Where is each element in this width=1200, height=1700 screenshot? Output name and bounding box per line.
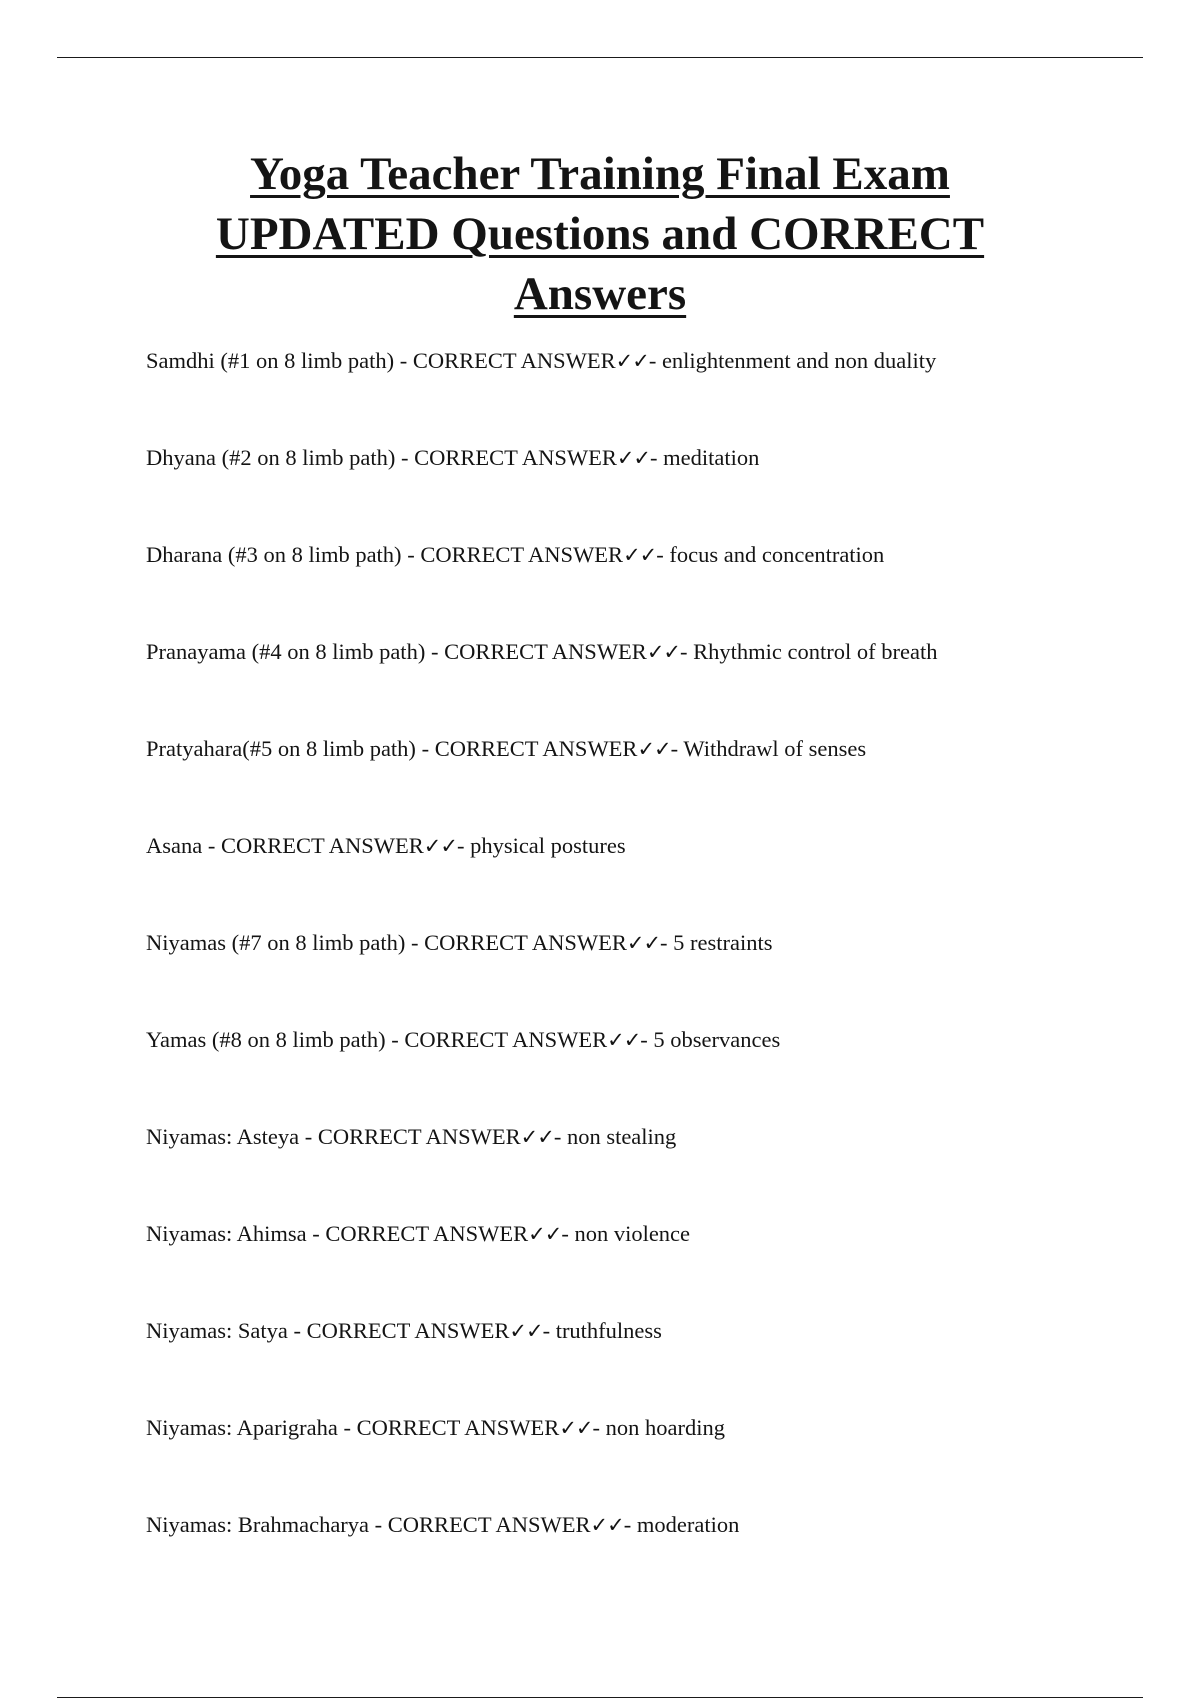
answer-text: enlightenment and non duality (661, 348, 937, 373)
correct-answer-label: CORRECT ANSWER (387, 1512, 591, 1537)
correct-answer-label: CORRECT ANSWER (412, 348, 616, 373)
question-text: Niyamas: Brahmacharya (146, 1512, 370, 1537)
correct-answer-label: CORRECT ANSWER (420, 542, 624, 567)
qa-item (146, 1122, 1146, 1219)
question-text: Niyamas (#7 on 8 limb path) (146, 930, 406, 955)
answer-text: 5 restraints (673, 930, 773, 955)
answer-prefix: - (670, 736, 684, 761)
answer-text: Withdrawl of senses (683, 736, 867, 761)
qa-item (146, 637, 1146, 734)
correct-answer-label: CORRECT ANSWER (306, 1318, 510, 1343)
answer-prefix: - (623, 1512, 637, 1537)
answer-prefix: - (640, 1027, 654, 1052)
answer-text: non hoarding (605, 1415, 725, 1440)
correct-answer-label: CORRECT ANSWER (220, 833, 424, 858)
correct-answer-label: CORRECT ANSWER (444, 639, 647, 664)
question-text: Pratyahara(#5 on 8 limb path) (146, 736, 416, 761)
check-mark-icon: ✓✓ (607, 1028, 641, 1052)
qa-item (146, 928, 1146, 1025)
question-text: Yamas (#8 on 8 limb path) (146, 1027, 386, 1052)
answer-prefix: - (648, 348, 662, 373)
answer-text: physical postures (470, 833, 626, 858)
answer-text: Rhythmic control of breath (693, 639, 938, 664)
answer-text: non stealing (566, 1124, 677, 1149)
separator: - (202, 833, 221, 858)
answer-prefix: - (656, 542, 670, 567)
separator: - (425, 639, 445, 664)
separator: - (401, 542, 421, 567)
answer-prefix: - (542, 1318, 556, 1343)
separator: - (306, 1221, 326, 1246)
question-text: Dhyana (#2 on 8 limb path) (146, 445, 396, 470)
correct-answer-label: CORRECT ANSWER (434, 736, 638, 761)
answer-text: non violence (574, 1221, 691, 1246)
check-mark-icon: ✓✓ (559, 1416, 593, 1440)
check-mark-icon: ✓✓ (528, 1222, 562, 1246)
separator: - (394, 348, 413, 373)
answer-prefix: - (561, 1221, 575, 1246)
qa-item (146, 1316, 1146, 1413)
qa-list (146, 346, 1146, 1607)
qa-item (146, 540, 1146, 637)
qa-item (146, 734, 1146, 831)
separator: - (405, 930, 425, 955)
separator: - (369, 1512, 388, 1537)
separator: - (415, 736, 435, 761)
question-text: Niyamas: Aparigraha (146, 1415, 338, 1440)
qa-item (146, 1413, 1146, 1510)
separator: - (299, 1124, 318, 1149)
correct-answer-label: CORRECT ANSWER (317, 1124, 521, 1149)
qa-item (146, 1025, 1146, 1122)
answer-prefix: - (680, 639, 694, 664)
answer-text: meditation (663, 445, 760, 470)
correct-answer-label: CORRECT ANSWER (424, 930, 627, 955)
question-text: Niyamas: Satya (146, 1318, 288, 1343)
answer-prefix: - (553, 1124, 567, 1149)
qa-item (146, 1219, 1146, 1316)
answer-prefix: - (660, 930, 674, 955)
title-line-1: Yoga Teacher Training Final Exam (250, 148, 950, 200)
correct-answer-label: CORRECT ANSWER (325, 1221, 529, 1246)
answer-prefix: - (592, 1415, 606, 1440)
separator: - (287, 1318, 307, 1343)
check-mark-icon: ✓✓ (615, 349, 649, 373)
separator: - (385, 1027, 405, 1052)
bottom-rule (57, 1697, 1143, 1698)
answer-text: truthfulness (555, 1318, 662, 1343)
question-text: Pranayama (#4 on 8 limb path) (146, 639, 426, 664)
check-mark-icon: ✓✓ (520, 1125, 554, 1149)
correct-answer-label: CORRECT ANSWER (356, 1415, 560, 1440)
qa-item (146, 443, 1146, 540)
check-mark-icon: ✓✓ (646, 640, 681, 664)
check-mark-icon: ✓✓ (616, 446, 651, 470)
separator: - (395, 445, 415, 470)
title-line-2: UPDATED Questions and CORRECT (215, 208, 985, 260)
answer-prefix: - (650, 445, 664, 470)
separator: - (337, 1415, 357, 1440)
correct-answer-label: CORRECT ANSWER (404, 1027, 608, 1052)
question-text: Asana (146, 833, 203, 858)
document-title (100, 144, 1100, 324)
correct-answer-label: CORRECT ANSWER (414, 445, 617, 470)
answer-text: 5 observances (653, 1027, 781, 1052)
check-mark-icon: ✓✓ (590, 1513, 624, 1537)
question-text: Dharana (#3 on 8 limb path) (146, 542, 402, 567)
check-mark-icon: ✓✓ (623, 543, 657, 567)
check-mark-icon: ✓✓ (423, 834, 457, 858)
qa-item (146, 1510, 1146, 1607)
answer-text: moderation (636, 1512, 740, 1537)
qa-item (146, 346, 1146, 443)
answer-text: focus and concentration (669, 542, 885, 567)
top-rule (57, 57, 1143, 58)
check-mark-icon: ✓✓ (626, 931, 661, 955)
title-line-3: Answers (513, 268, 687, 320)
question-text: Niyamas: Asteya (146, 1124, 300, 1149)
check-mark-icon: ✓✓ (637, 737, 671, 761)
qa-item (146, 831, 1146, 928)
answer-prefix: - (456, 833, 471, 858)
question-text: Niyamas: Ahimsa (146, 1221, 307, 1246)
check-mark-icon: ✓✓ (509, 1319, 543, 1343)
question-text: Samdhi (#1 on 8 limb path) (146, 348, 395, 373)
